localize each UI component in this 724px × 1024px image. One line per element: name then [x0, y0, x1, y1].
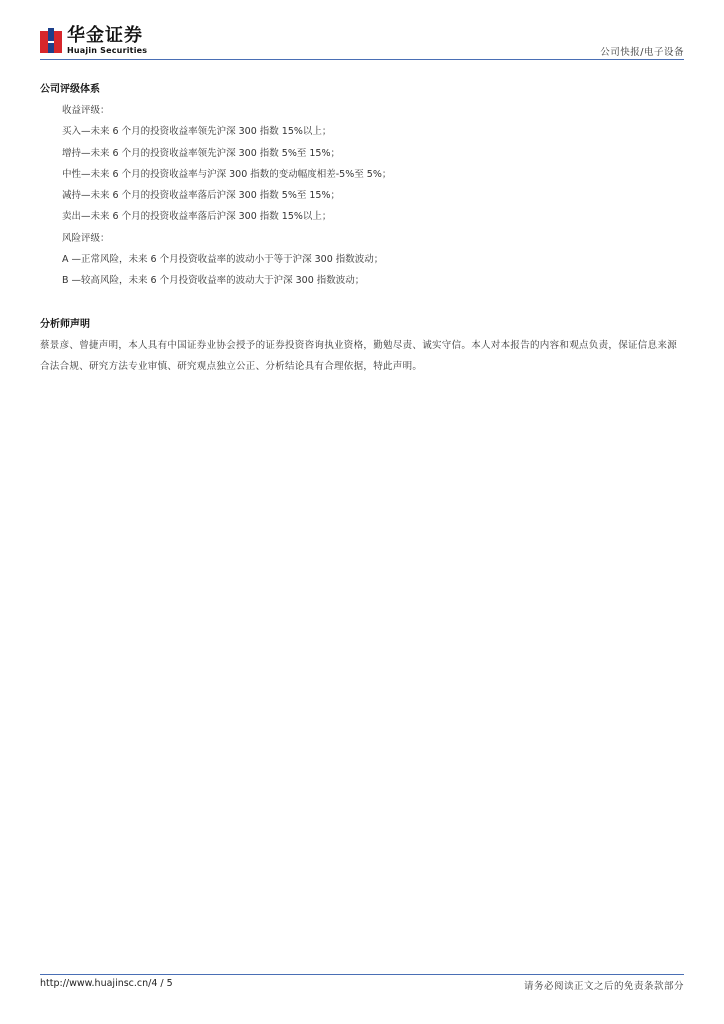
footer-url-page: http://www.huajinsc.cn/4 / 5	[40, 978, 173, 989]
company-logo	[40, 26, 147, 56]
report-category: 公司快报/电子设备	[600, 47, 684, 58]
rating-system-title: 公司评级体系	[40, 84, 100, 95]
footer-divider	[40, 974, 684, 975]
rating-line: 风险评级：	[62, 232, 110, 244]
logo-chinese-name: 华金证券	[67, 25, 143, 46]
rating-line: 买入—未来 6 个月的投资收益率领先沪深 300 指数 15%以上；	[62, 126, 332, 138]
footer-disclaimer-note: 请务必阅读正文之后的免责条款部分	[523, 981, 684, 992]
rating-line: A —正常风险，未来 6 个月投资收益率的波动小于等于沪深 300 指数波动；	[62, 254, 384, 266]
logo-english-name: Huajin Securities	[67, 46, 148, 55]
rating-line: 中性—未来 6 个月的投资收益率与沪深 300 指数的变动幅度相差-5%至 5%；	[62, 168, 392, 180]
rating-system-list	[62, 100, 684, 292]
rating-line: 减持—未来 6 个月的投资收益率落后沪深 300 指数 5%至 15%；	[62, 190, 340, 202]
rating-line: 增持—未来 6 个月的投资收益率领先沪深 300 指数 5%至 15%；	[62, 147, 340, 159]
analyst-statement-text: 蔡景彦、曾捷声明，本人具有中国证券业协会授予的证券投资咨询执业资格，勤勉尽责、诚实守信。本人对本报告的内容和观点负责，保证信息来源合法合规、研究方法专业审慎、研究观点独立公正、分析结论具有合理依据，特此声明。	[40, 339, 678, 372]
rating-line: B —较高风险，未来 6 个月投资收益率的波动大于沪深 300 指数波动；	[62, 275, 365, 287]
huajin-logo-icon	[40, 28, 62, 54]
page-header	[40, 26, 684, 60]
rating-line: 收益评级：	[62, 105, 110, 116]
rating-line: 卖出—未来 6 个月的投资收益率落后沪深 300 指数 15%以上；	[62, 211, 332, 223]
main-content	[40, 80, 684, 377]
analyst-statement-title: 分析师声明	[40, 318, 90, 330]
header-divider	[40, 59, 684, 60]
